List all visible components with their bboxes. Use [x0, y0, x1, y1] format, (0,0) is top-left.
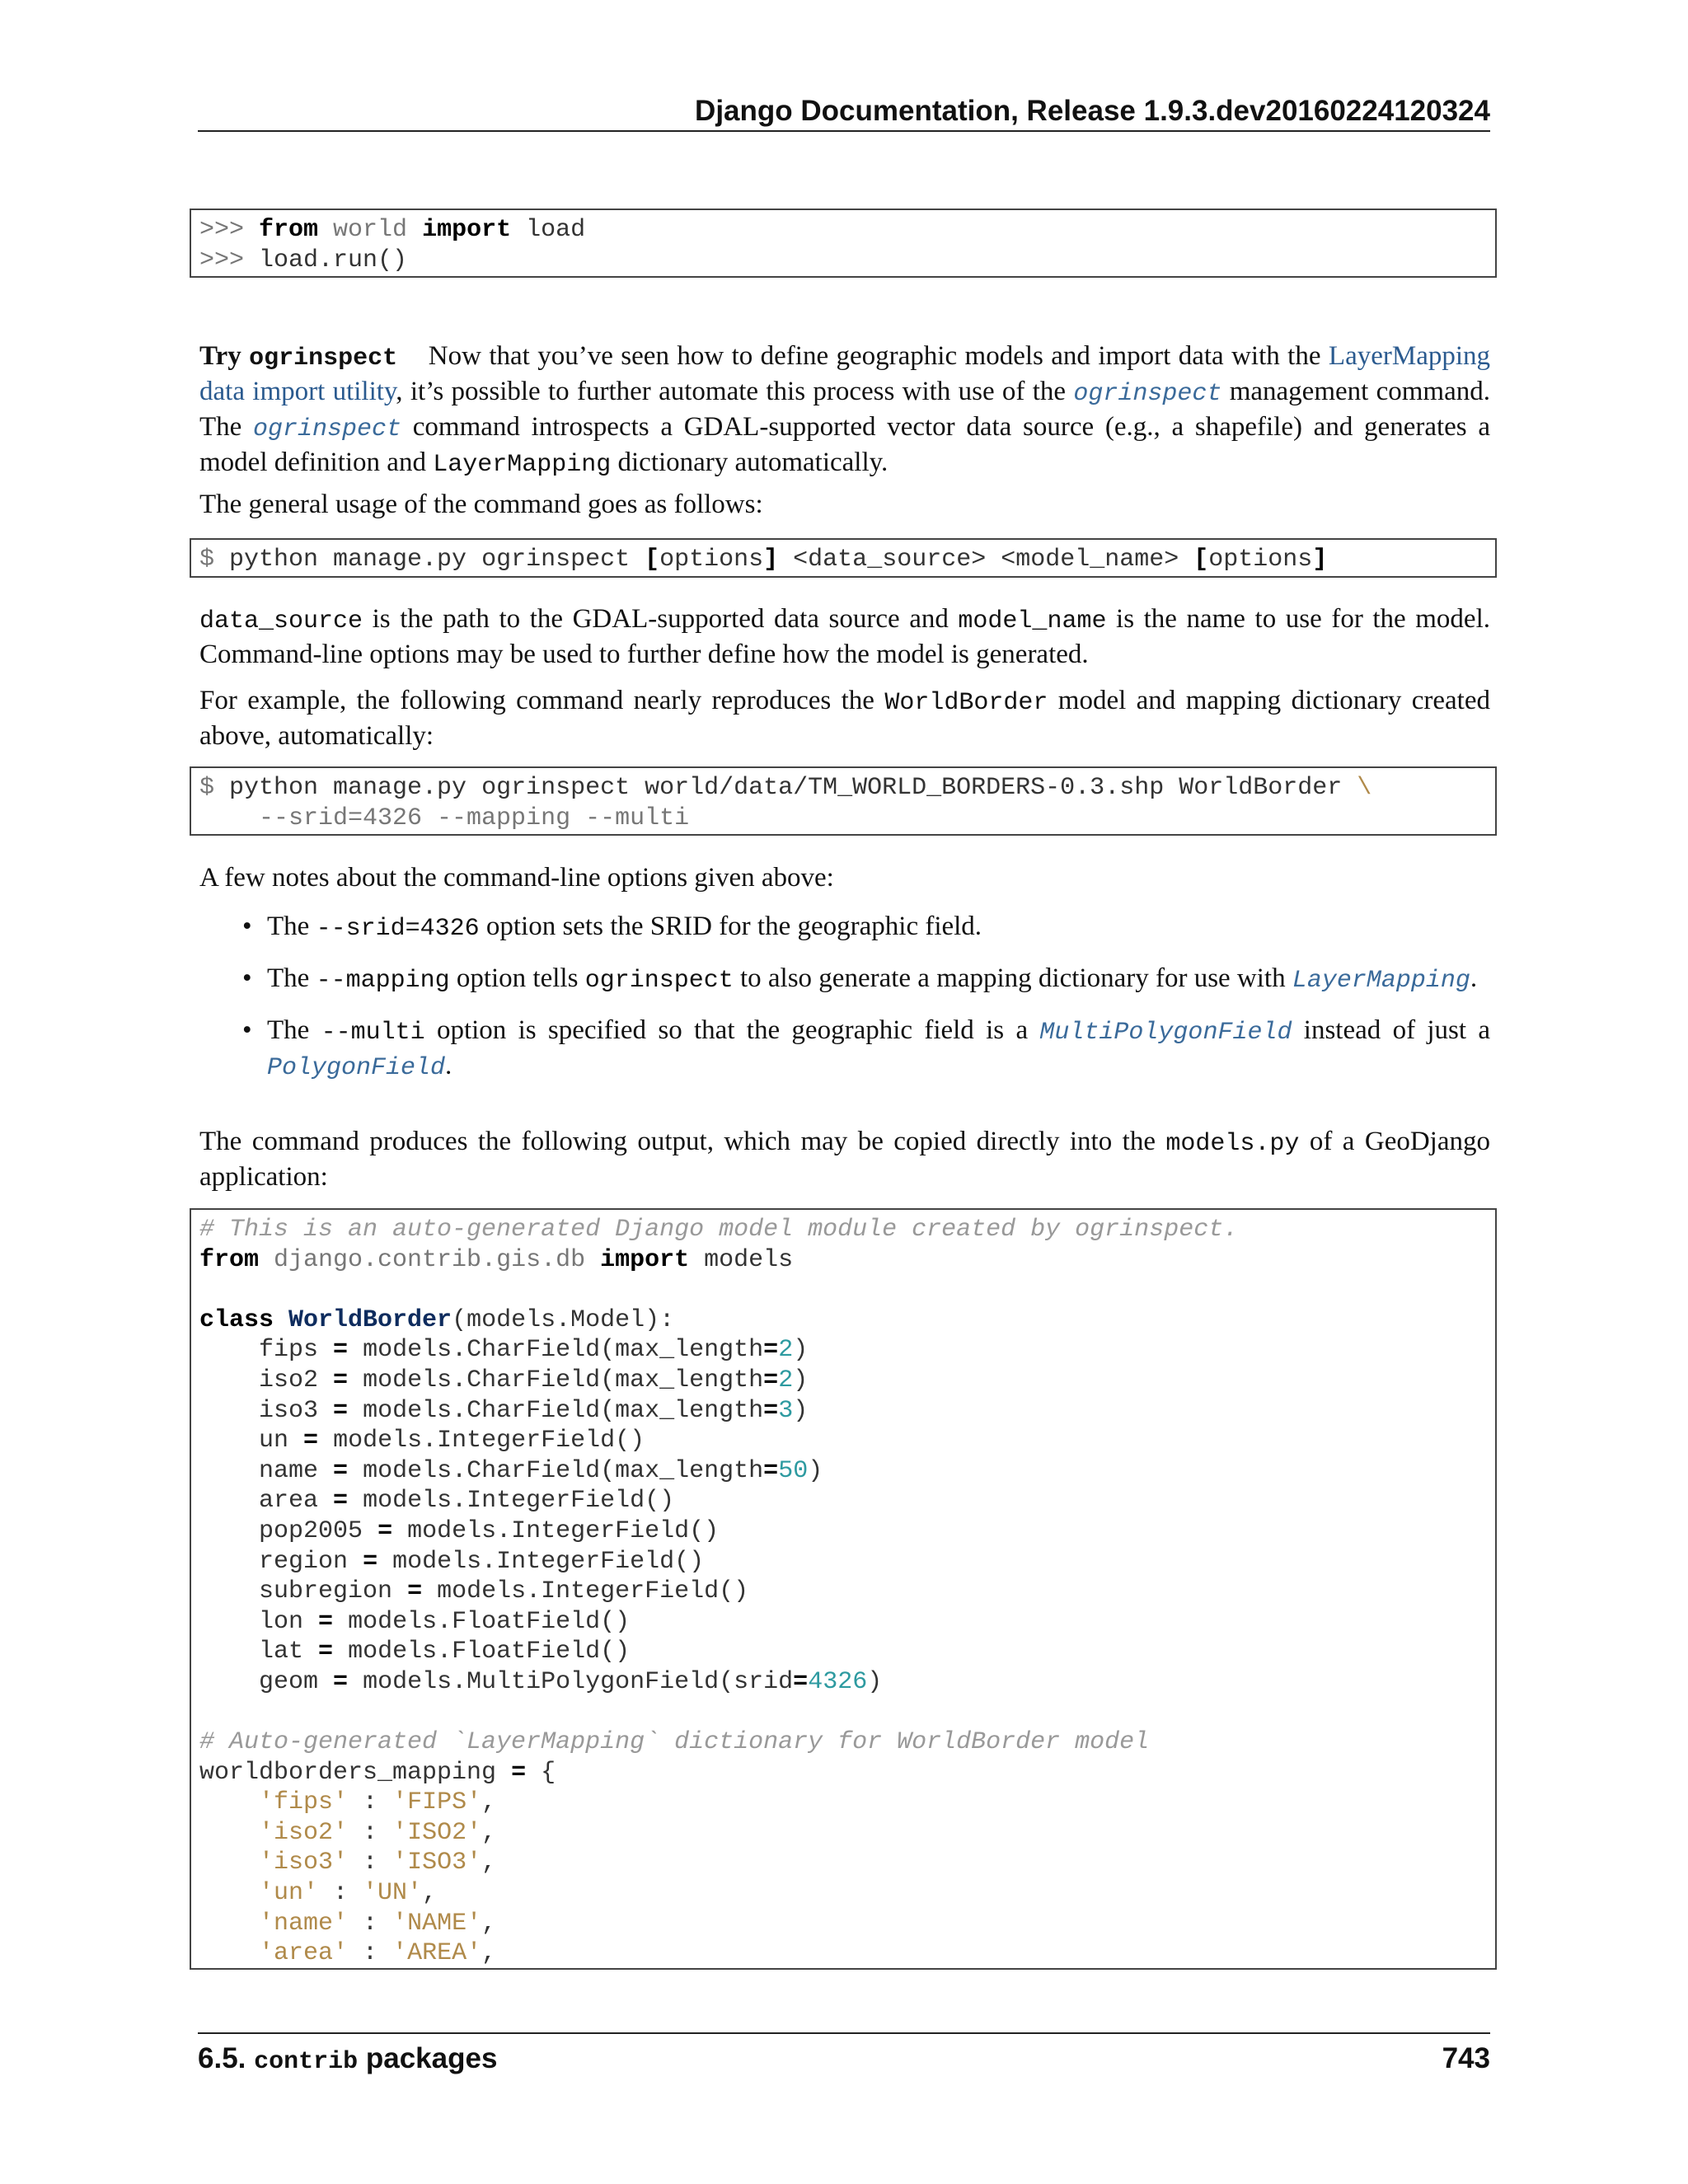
text: The	[267, 1015, 321, 1045]
text: dictionary automatically.	[611, 448, 889, 477]
text: , it’s possible to further automate this process with use of the	[396, 377, 1074, 406]
field-name: iso3	[259, 1396, 319, 1425]
text: of a GeoDjango application:	[199, 1127, 1490, 1192]
keyword: class	[199, 1305, 274, 1334]
ogrinspect-intro-paragraph	[199, 340, 1490, 481]
mapping-key: 'iso2'	[259, 1818, 349, 1847]
operator: =	[333, 1487, 349, 1516]
bracket: [	[645, 546, 660, 574]
keyword: from	[199, 1245, 260, 1274]
field-name: geom	[259, 1667, 319, 1696]
options-list	[199, 910, 1490, 1085]
document-title: Django Documentation, Release 1.9.3.dev20160224120324	[695, 95, 1490, 127]
list-item	[199, 1014, 1490, 1085]
text: The	[267, 912, 316, 941]
text: option sets the SRID for the geographic field.	[479, 912, 982, 941]
mapping-value: 'UN'	[363, 1879, 423, 1908]
page-footer	[198, 2032, 1490, 2083]
field-name: lat	[259, 1638, 304, 1666]
code-text: <data_source> <model_name>	[778, 546, 1194, 574]
bracket: ]	[1312, 546, 1328, 574]
code-block-models-output: # This is an auto-generated Django model module created by ogrinspect. from django.contrib.gis.db import models class WorldBorder(models.Model): fips = models.CharField(max_length=2) iso2 = models.CharField(max_length=2) iso3 = models.CharField(max_length=3) un = models.IntegerField() name = models.CharField(max_length=50) area = models.IntegerField() pop2005 = models.IntegerField() region = models.IntegerField() subregion = models.IntegerField() lon = models.FloatField() lat = models.FloatField() geom = models.MultiPolygonField(srid=4326) # Auto-generated `LayerMapping` dictionary for WorldBorder model worldborders_mapping = { 'fips' : 'FIPS', 'iso2' : 'ISO2', 'iso3' : 'ISO3', 'un' : 'UN', 'name' : 'NAME', 'area' : 'AREA',	[190, 1208, 1497, 1970]
code-block-load	[190, 209, 1497, 278]
text: management command. The	[199, 377, 1490, 442]
code-text: )	[793, 1336, 809, 1365]
field-call: models.MultiPolygonField(srid	[363, 1667, 794, 1696]
bullet: •	[242, 963, 252, 993]
bracket: [	[1193, 546, 1209, 574]
text: is the path to the GDAL-supported data source and	[363, 604, 959, 634]
field-call: models.CharField(max_length	[363, 1336, 764, 1365]
operator: =	[333, 1667, 349, 1696]
code-block-usage	[190, 538, 1497, 578]
prompt: >>>	[199, 246, 260, 274]
keyword: import	[422, 216, 512, 244]
number-literal: 50	[778, 1456, 809, 1485]
list-item	[199, 910, 1490, 945]
polygonfield-link[interactable]: PolygonField	[267, 1054, 446, 1082]
inline-code: WorldBorder	[884, 689, 1048, 717]
mapping-value: 'FIPS'	[392, 1788, 482, 1817]
bracket: ]	[763, 546, 779, 574]
code-text: options	[1208, 546, 1313, 574]
field-call: models.IntegerField()	[333, 1427, 645, 1455]
prompt: >>>	[199, 216, 260, 244]
section-number: 6.5.	[198, 2042, 255, 2074]
text: option is specified so that the geographic field is a	[424, 1015, 1040, 1045]
operator: =	[511, 1758, 527, 1787]
section-title-code: ogrinspect	[249, 344, 398, 373]
inline-code: model_name	[958, 607, 1107, 635]
module-name: world	[318, 216, 423, 244]
operator: =	[333, 1366, 349, 1394]
inline-code: ogrinspect	[584, 967, 734, 995]
code-text: {	[541, 1758, 556, 1787]
code-text: )	[793, 1366, 809, 1394]
code-options: --srid=4326 --mapping --multi	[199, 804, 690, 832]
field-call: models.FloatField()	[348, 1607, 631, 1636]
code-text: )	[808, 1456, 823, 1485]
operator: =	[407, 1577, 423, 1606]
operator: =	[763, 1336, 779, 1365]
keyword: import	[600, 1245, 690, 1274]
page-number: 743	[1442, 2042, 1490, 2074]
prompt: $	[199, 546, 230, 574]
prompt: $	[199, 774, 230, 802]
operator: =	[763, 1366, 779, 1394]
operator: =	[363, 1547, 378, 1576]
operator: =	[377, 1516, 393, 1545]
bullet: •	[242, 1015, 252, 1045]
number-literal: 4326	[808, 1667, 868, 1696]
section-label	[198, 2041, 497, 2080]
field-name: lon	[259, 1607, 304, 1636]
text: is the name to use for the model. Command-line options may be used to further define how the model is generated.	[199, 604, 1490, 669]
example-paragraph	[199, 684, 1490, 752]
field-call: models.CharField(max_length	[363, 1456, 764, 1485]
usage-paragraph: The general usage of the command goes as follows:	[199, 490, 763, 519]
text: The command produces the following output, which may be copied directly into the	[199, 1127, 1166, 1156]
field-call: models.IntegerField()	[363, 1487, 675, 1516]
text: Now that you’ve seen how to define geographic models and import data with the	[428, 341, 1329, 371]
code-text: python manage.py ogrinspect	[229, 546, 645, 574]
text: model and mapping dictionary created above, automatically:	[199, 686, 1490, 751]
operator: =	[793, 1667, 809, 1696]
layermapping-link[interactable]: LayerMapping	[1292, 967, 1470, 995]
inline-code: LayerMapping	[433, 451, 612, 479]
text: The	[267, 963, 316, 993]
operator: =	[333, 1396, 349, 1425]
text: instead of just a	[1292, 1015, 1490, 1045]
module-name: django.contrib.gis.db	[259, 1245, 601, 1274]
mapping-value: 'AREA'	[392, 1939, 482, 1968]
section-code: contrib	[254, 2048, 359, 2076]
number-literal: 2	[778, 1336, 794, 1365]
notes-paragraph: A few notes about the command-line options given above:	[199, 863, 834, 893]
field-name: region	[259, 1547, 349, 1576]
code-text: worldborders_mapping	[199, 1758, 497, 1787]
field-name: subregion	[259, 1577, 393, 1606]
inline-code: --mapping	[316, 967, 450, 995]
code-text: options	[659, 546, 764, 574]
operator: =	[318, 1638, 334, 1666]
ogrinspect-link[interactable]: ogrinspect	[1073, 380, 1222, 408]
operator: =	[333, 1336, 349, 1365]
inline-code: --srid=4326	[316, 915, 480, 943]
section-text: packages	[358, 2042, 498, 2074]
multipolygonfield-link[interactable]: MultiPolygonField	[1039, 1019, 1292, 1047]
layermapping-link[interactable]: LayerMapping data import utility	[199, 341, 1491, 406]
operator: =	[763, 1396, 779, 1425]
text: command introspects a GDAL-supported vector data source (e.g., a shapefile) and generates a model definition and	[199, 412, 1490, 477]
code-comment: # This is an auto-generated Django model module created by ogrinspect.	[199, 1216, 1239, 1244]
text: option tells	[449, 963, 585, 993]
code-text: load	[511, 216, 586, 244]
code-block-example	[190, 766, 1497, 836]
text: .	[1470, 963, 1478, 993]
operator: =	[763, 1456, 779, 1485]
field-call: models.CharField(max_length	[363, 1366, 764, 1394]
line-continuation: \	[1357, 774, 1372, 802]
code-text: (models.Model):	[452, 1305, 675, 1334]
operator: =	[318, 1607, 334, 1636]
inline-code: data_source	[199, 607, 363, 635]
inline-code: --multi	[321, 1019, 425, 1047]
bullet: •	[242, 912, 252, 941]
code-text: )	[793, 1396, 809, 1425]
text: .	[445, 1051, 452, 1080]
field-name: area	[259, 1487, 319, 1516]
field-call: models.IntegerField()	[437, 1577, 749, 1606]
field-name: un	[259, 1427, 289, 1455]
mapping-value: 'ISO2'	[392, 1818, 482, 1847]
mapping-key: 'name'	[259, 1909, 349, 1938]
inline-code: models.py	[1165, 1130, 1300, 1158]
number-literal: 2	[778, 1366, 794, 1394]
page-header	[198, 92, 1490, 132]
mapping-key: 'iso3'	[259, 1849, 349, 1877]
data-source-paragraph	[199, 602, 1490, 671]
mapping-key: 'area'	[259, 1939, 349, 1968]
keyword: from	[259, 216, 319, 244]
operator: =	[303, 1427, 319, 1455]
field-call: models.FloatField()	[348, 1638, 631, 1666]
mapping-value: 'ISO3'	[392, 1849, 482, 1877]
field-call: models.IntegerField()	[407, 1516, 720, 1545]
operator: =	[333, 1456, 349, 1485]
text: to also generate a mapping dictionary for use with	[733, 963, 1292, 993]
mapping-value: 'NAME'	[392, 1909, 482, 1938]
number-literal: 3	[778, 1396, 794, 1425]
mapping-key: 'un'	[259, 1879, 319, 1908]
field-name: pop2005	[259, 1516, 363, 1545]
class-name: WorldBorder	[288, 1305, 452, 1334]
ogrinspect-link[interactable]: ogrinspect	[253, 415, 402, 443]
section-title: Try	[199, 341, 250, 371]
output-paragraph	[199, 1125, 1490, 1193]
field-name: iso2	[259, 1366, 319, 1394]
code-text: )	[867, 1667, 883, 1696]
field-call: models.CharField(max_length	[363, 1396, 764, 1425]
code-text: models	[689, 1245, 794, 1274]
mapping-key: 'fips'	[259, 1788, 349, 1817]
code-comment: # Auto-generated `LayerMapping` dictionary for WorldBorder model	[199, 1728, 1150, 1757]
code-text: load.run()	[259, 246, 408, 274]
field-name: name	[259, 1456, 319, 1485]
list-item	[199, 962, 1490, 997]
text: For example, the following command nearly reproduces the	[199, 686, 885, 715]
field-call: models.IntegerField()	[392, 1547, 705, 1576]
field-name: fips	[259, 1336, 319, 1365]
code-text: python manage.py ogrinspect world/data/TM_WORLD_BORDERS-0.3.shp WorldBorder	[229, 774, 1357, 802]
